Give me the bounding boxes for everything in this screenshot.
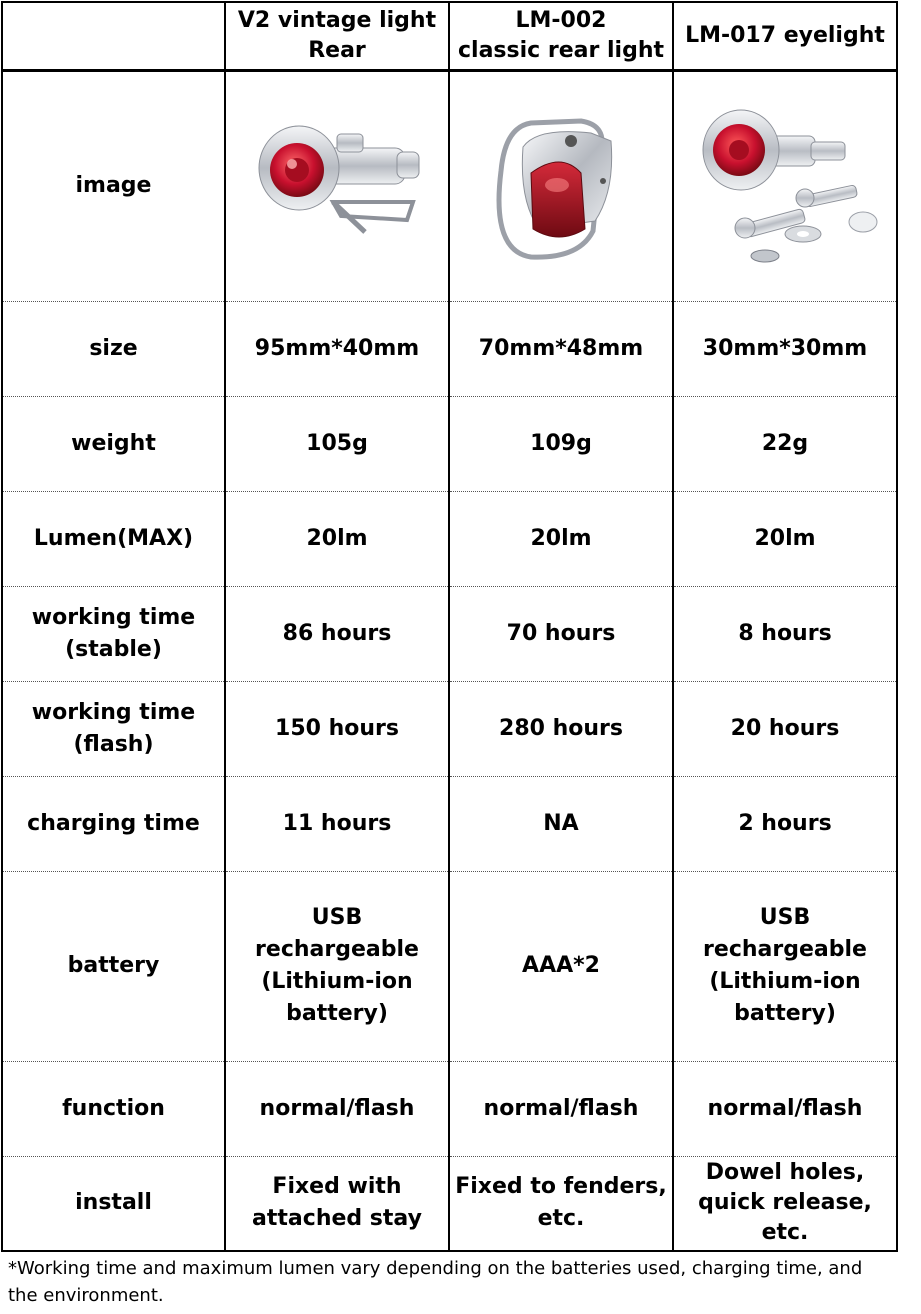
row-label-working-time-stable: working time (stable): [2, 586, 225, 681]
row-label-weight: weight: [2, 396, 225, 491]
charging-time-lm-017: 2 hours: [673, 776, 897, 871]
working-time-stable-lm-017: 8 hours: [673, 586, 897, 681]
working-time-flash-lm-002: 280 hours: [449, 681, 673, 776]
row-label-lumen: Lumen(MAX): [2, 491, 225, 586]
header-row: [2, 2, 897, 70]
working-time-flash-lm-017: 20 hours: [673, 681, 897, 776]
row-label-install: install: [2, 1156, 225, 1251]
spec-table: [1, 1, 898, 1252]
footnote: *Working time and maximum lumen vary depending on the batteries used, charging time, and the environment.: [8, 1258, 863, 1306]
image-lm-017: [673, 70, 897, 301]
function-lm-017: normal/flash: [673, 1061, 897, 1156]
charging-time-lm-002: NA: [449, 776, 673, 871]
lumen-lm-002: 20lm: [449, 491, 673, 586]
v2-rear-light-icon: [237, 116, 437, 256]
function-lm-002: normal/flash: [449, 1061, 673, 1156]
function-v2: normal/flash: [225, 1061, 449, 1156]
working-time-flash-v2: 150 hours: [225, 681, 449, 776]
row-label-working-time-flash: working time (flash): [2, 681, 225, 776]
row-label-battery: battery: [2, 871, 225, 1061]
row-label-image: image: [2, 70, 225, 301]
image-row: [2, 70, 897, 301]
charging-time-row: [2, 776, 897, 871]
row-label-charging-time: charging time: [2, 776, 225, 871]
function-row: [2, 1061, 897, 1156]
battery-lm-002: AAA*2: [449, 871, 673, 1061]
lumen-row: [2, 491, 897, 586]
lumen-lm-017: 20lm: [673, 491, 897, 586]
lumen-v2: 20lm: [225, 491, 449, 586]
size-row: [2, 301, 897, 396]
battery-v2: USB rechargeable (Lithium-ion battery): [225, 871, 449, 1061]
install-lm-017: Dowel holes, quick release, etc.: [673, 1156, 897, 1251]
battery-row: [2, 871, 897, 1061]
weight-lm-017: 22g: [673, 396, 897, 491]
weight-v2: 105g: [225, 396, 449, 491]
install-lm-002: Fixed to fenders, etc.: [449, 1156, 673, 1251]
working-time-stable-lm-002: 70 hours: [449, 586, 673, 681]
header-lm-017: LM-017 eyelight: [673, 2, 897, 70]
battery-lm-017: USB rechargeable (Lithium-ion battery): [673, 871, 897, 1061]
row-label-function: function: [2, 1061, 225, 1156]
size-lm-017: 30mm*30mm: [673, 301, 897, 396]
working-time-flash-row: [2, 681, 897, 776]
weight-lm-002: 109g: [449, 396, 673, 491]
install-row: [2, 1156, 897, 1251]
header-lm-002: LM-002 classic rear light: [449, 2, 673, 70]
lm-002-rear-light-icon: [461, 111, 661, 261]
row-label-size: size: [2, 301, 225, 396]
working-time-stable-v2: 86 hours: [225, 586, 449, 681]
image-v2-vintage-light: [225, 70, 449, 301]
working-time-stable-row: [2, 586, 897, 681]
charging-time-v2: 11 hours: [225, 776, 449, 871]
size-v2: 95mm*40mm: [225, 301, 449, 396]
install-v2: Fixed with attached stay: [225, 1156, 449, 1251]
header-v2-vintage-light: V2 vintage light Rear: [225, 2, 449, 70]
size-lm-002: 70mm*48mm: [449, 301, 673, 396]
header-corner: [2, 2, 225, 70]
image-lm-002: [449, 70, 673, 301]
lm-017-eyelight-icon: [685, 106, 885, 266]
weight-row: [2, 396, 897, 491]
